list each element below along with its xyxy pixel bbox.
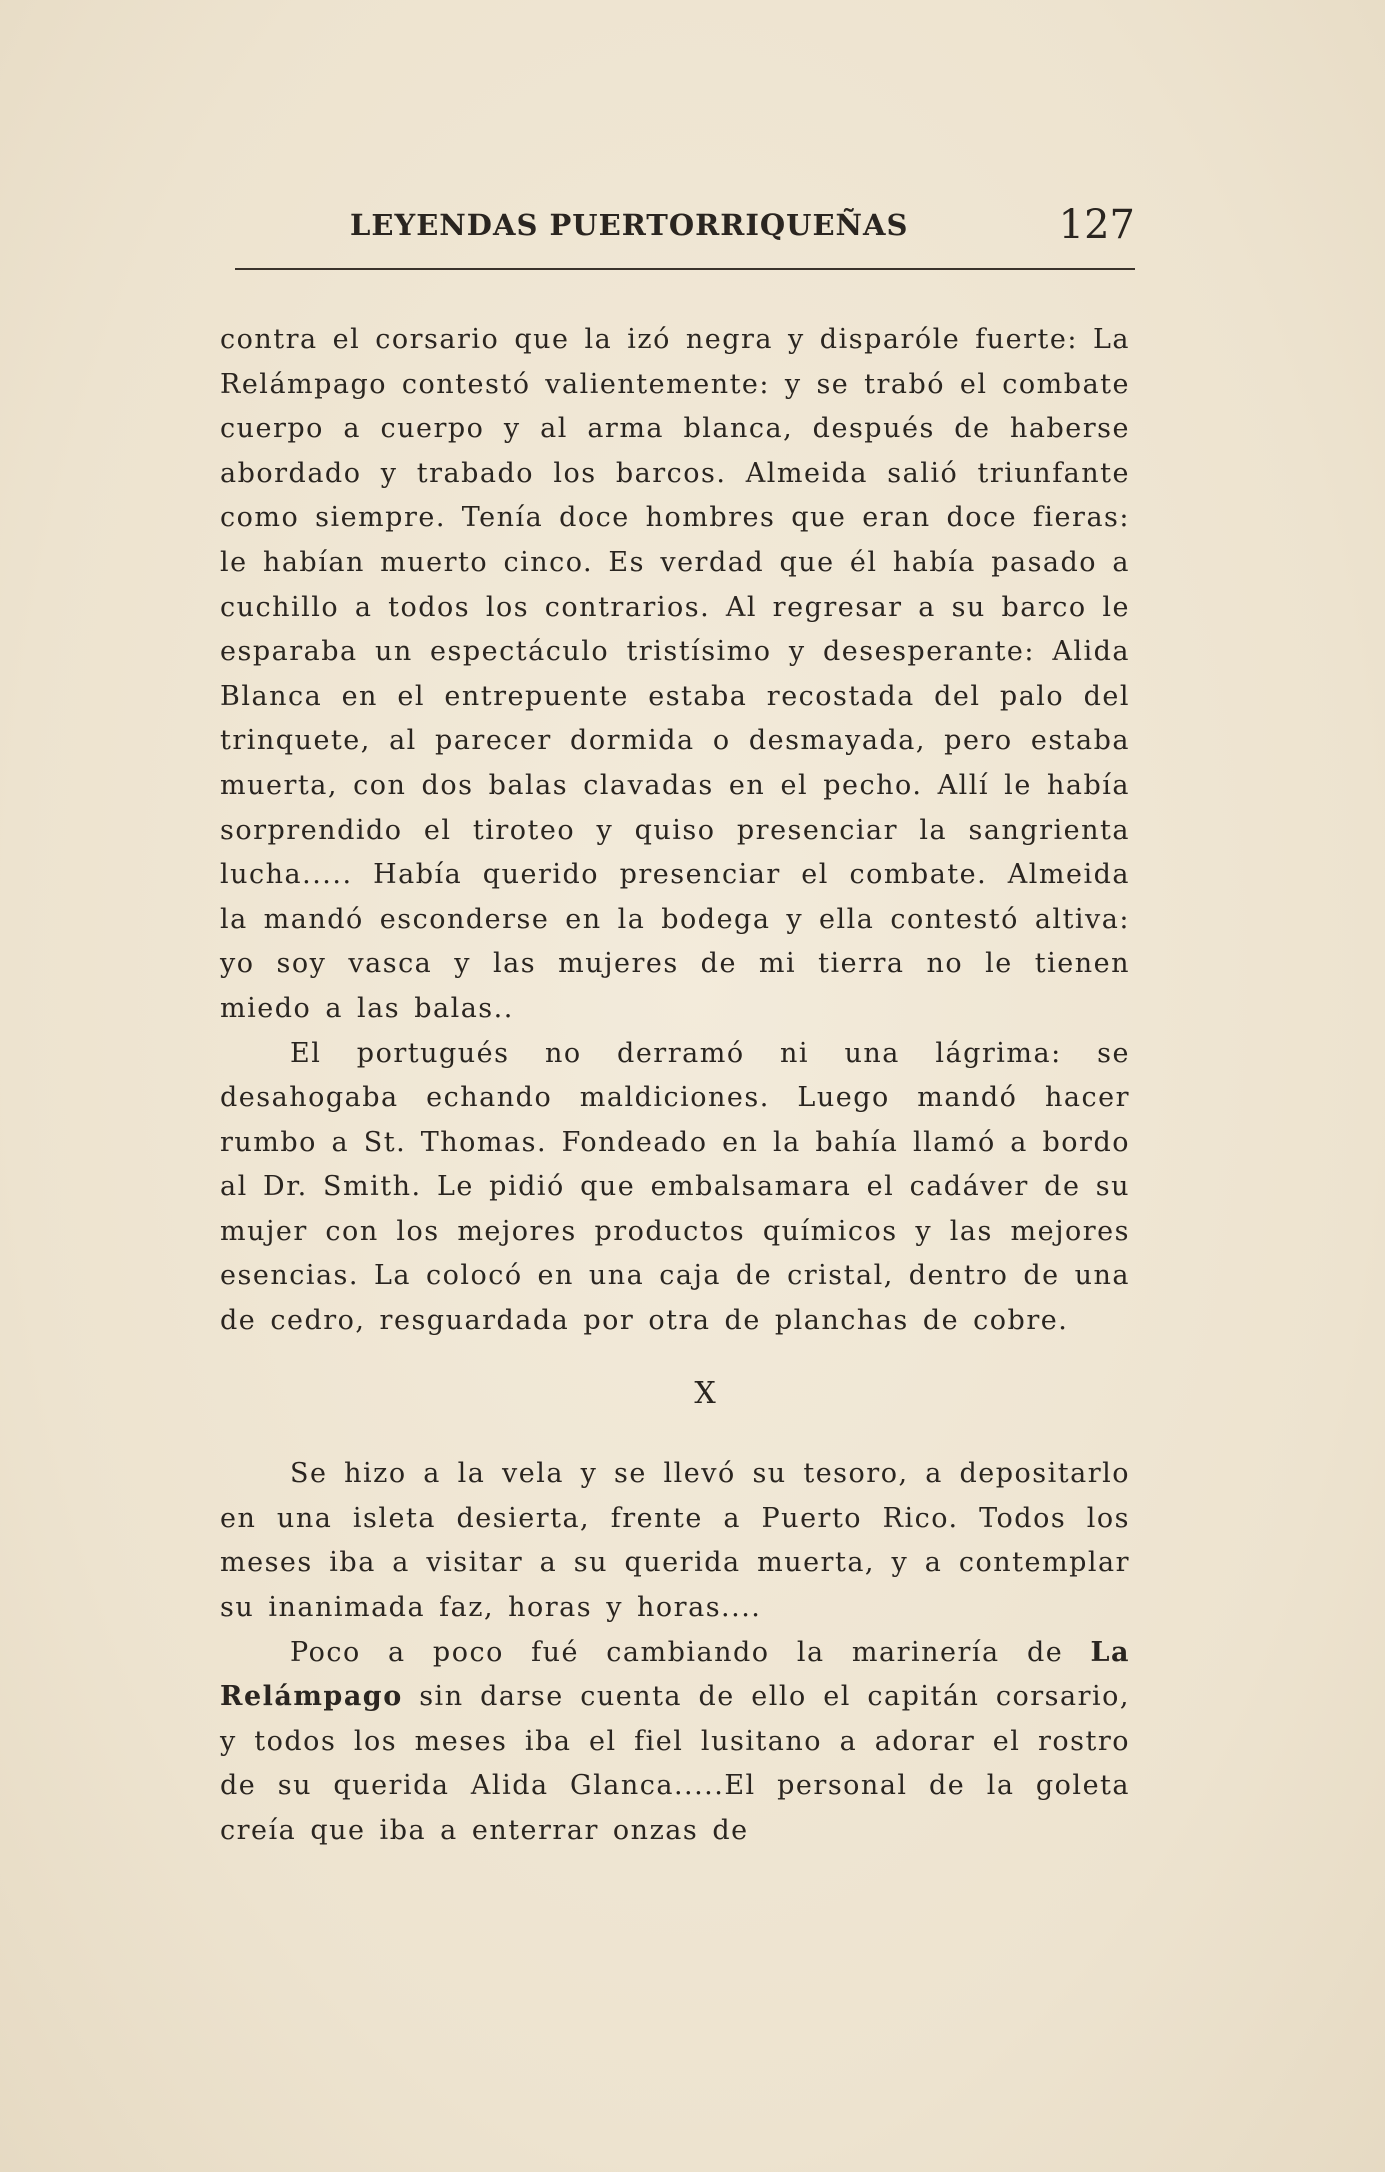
header-rule <box>235 268 1135 270</box>
ship-name: La Relámpago <box>220 1636 1130 1713</box>
paragraph-4-start: Poco a poco fué cambiando la marinería de <box>290 1636 1091 1668</box>
body-text <box>220 318 1130 1854</box>
paragraph-4-rest: sin darse cuenta de ello el capitán corsario, y todos los meses iba el fiel lusitano a adorar el rostro de su querida Alida Glanca.....El personal de la goleta creía que iba a enterrar onzas de <box>220 1681 1130 1846</box>
paragraph-3: Se hizo a la vela y se llevó su tesoro, a depositarlo en una isleta desierta, frente a Puerto Rico. Todos los meses iba a visitar a su querida muerta, y a contemplar su inanimada faz, horas y horas.... <box>220 1458 1130 1624</box>
paragraph-1: contra el corsario que la izó negra y disparóle fuerte: La Relámpago contestó valientemente: y se trabó el combate cuerpo a cuerpo y al arma blanca, después de haberse abordado y trabado los barcos. Almeida salió triunfante como siempre. Tenía doce hombres que eran doce fieras: le habían muerto cinco. Es verdad que él había pasado a cuchillo a todos los contrarios. Al regresar a su barco le esparaba un espectáculo tristísimo y desesperante: Alida Blanca en el entrepuente estaba recostada del palo del trinquete, al parecer dormida o desmayada, pero estaba muerta, con dos balas clavadas en el pecho. Allí le había sorprendido el tiroteo y quiso presenciar la sangrienta lucha..... Había querido presenciar el combate. Almeida la mandó esconderse en la bodega y ella contestó altiva: yo soy vasca y las mujeres de mi tierra no le tienen miedo a las balas.. <box>220 324 1130 1024</box>
paragraph-2: El portugués no derramó ni una lágrima: se desahogaba echando maldiciones. Luego mandó hacer rumbo a St. Thomas. Fondeado en la bahía llamó a bordo al Dr. Smith. Le pidió que embalsamara el cadáver de su mujer con los mejores productos químicos y las mejores esencias. La colocó en una caja de cristal, dentro de una de cedro, resguardada por otra de planchas de cobre. <box>220 1037 1130 1337</box>
section-heading: X <box>694 1375 716 1411</box>
page-header <box>220 200 1135 270</box>
page-number: 127 <box>1058 202 1135 248</box>
running-title: LEYENDAS PUERTORRIQUEÑAS <box>350 208 909 242</box>
paragraph-4 <box>220 1631 1130 1854</box>
